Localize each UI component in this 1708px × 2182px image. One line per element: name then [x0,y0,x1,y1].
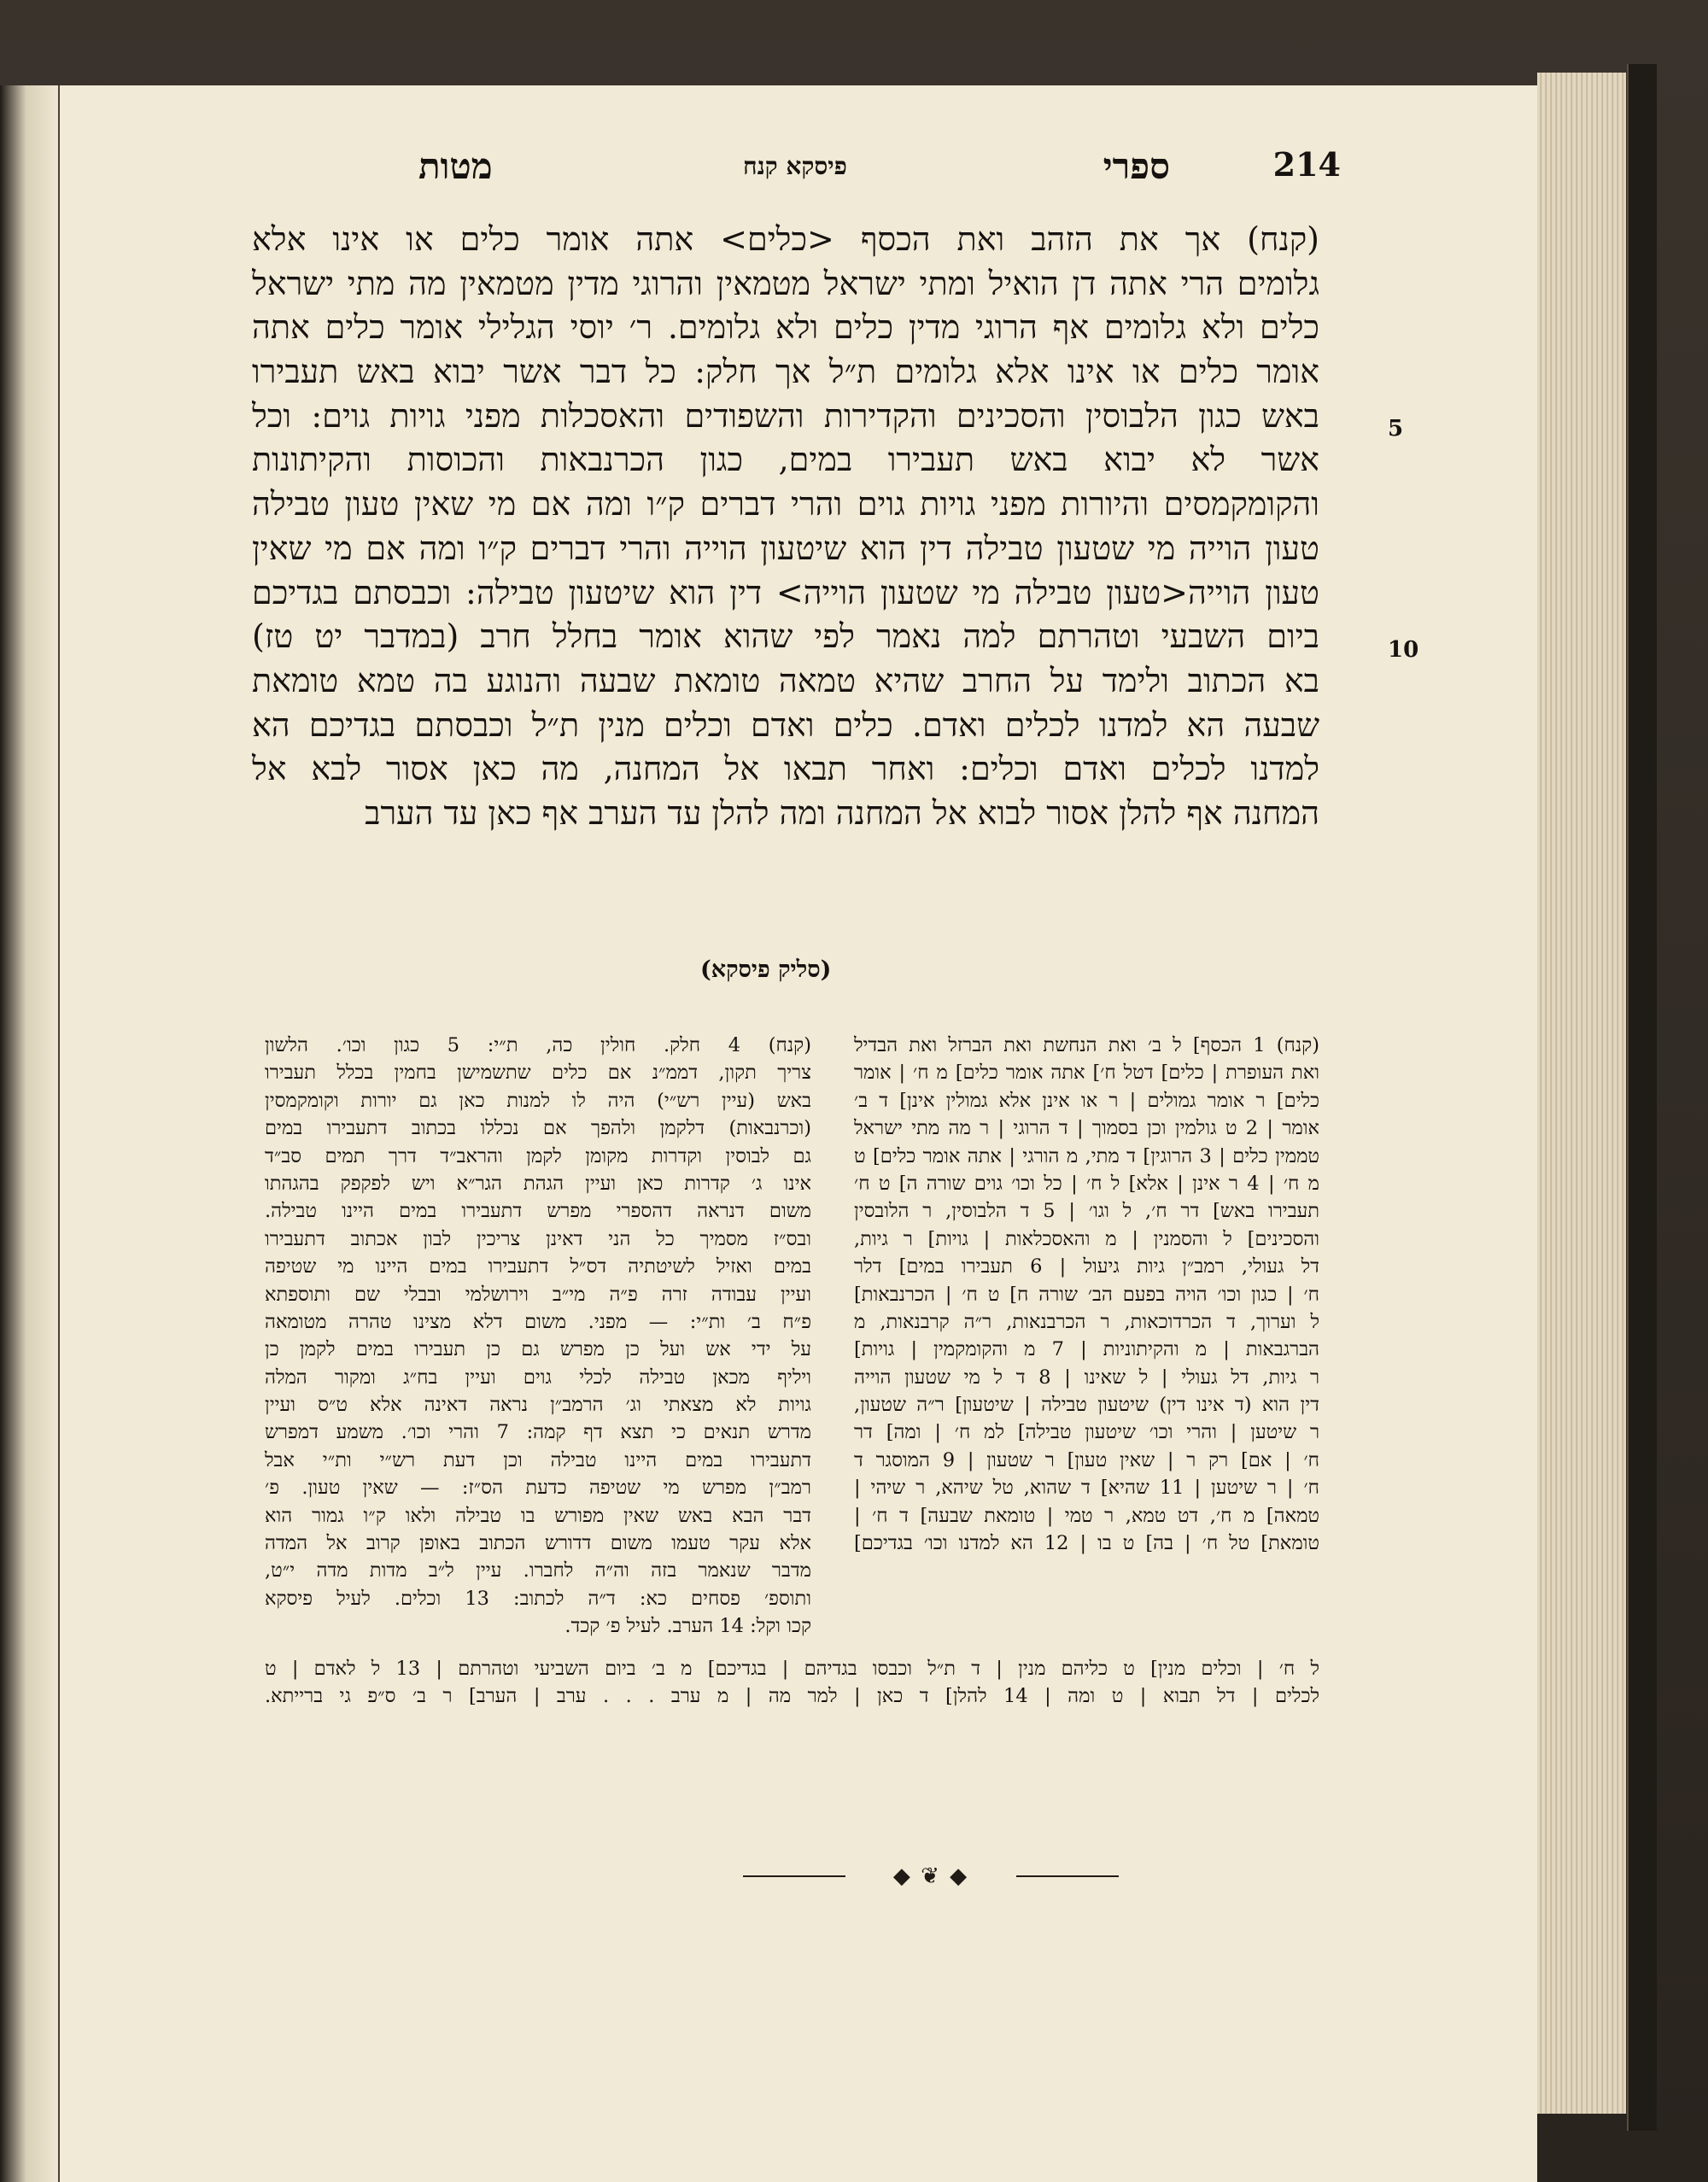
ornament-rule-right [1016,1875,1119,1877]
note-line: דתעבירו במים היינו טבילה וכן דעת רש״י ות״י אבל [265,1448,811,1471]
main-text-line: והקומקמסים והיורות מפני גויות גוים והרי דברים ק״ו ומה אם מי שאין טעון טבילה [252,485,1319,524]
note-line: ח׳ | כגון וכו׳ הויה בפעם הב׳ שורה ח] ט ח׳ | הכרנבאות] [854,1283,1319,1306]
note-line: ותוספ׳ פסחים כא: ד״ה לכתוב: 13 וכלים. לעיל פיסקא [265,1587,811,1610]
book-cover-edge [1627,64,1657,2131]
note-line: אלא עקר טעמו משום דדורש הכתוב באופן קרוב אל המדה [265,1532,811,1555]
note-line: דל געולי, רמב״ן גיות גיעול | 6 תעבירו במים] דלר [854,1255,1319,1278]
main-text-block [252,218,1319,836]
commentary-column [265,1032,811,1641]
note-line: ובס״ז מסמיך כל הני דאינן צריכין לבון אכתוב דתעבירו [265,1227,811,1250]
facing-page-edge [0,85,60,2182]
note-line: צריך תקון, דממ״נ אם כלים שתשמישן בחמין בכלל תעבירו [265,1062,811,1085]
main-text-line: למדנו לכלים ואדם וכלים: ואחר תבאו אל המחנה, מה כאן אסור לבא אל [252,750,1319,788]
note-line: ח׳ | ר שיטען | 11 שהיא] ד שהוא, טל שיהא, ר שיהי | [854,1477,1319,1500]
note-line: אומר | 2 ט גולמין וכן בסמוך | ד הרוגי | ר מה מתי ישראל [854,1117,1319,1140]
note-line: ל וערוך, ד הכרדוכאות, ר הכרבנאות, ר״ה קרבנאות, מ [854,1310,1319,1333]
main-text-line: אומר כלים או אינו אלא גלומים ת״ל אך חלק: כל דבר אשר יבוא באש תעבירו [252,353,1319,391]
book-title: ספרי [1103,145,1170,187]
ornament-rule-left [743,1875,845,1877]
note-line: ר גיות, דל געולי | ל שאינו | 8 ד ל מי שטעון הוייה [854,1366,1319,1389]
page-content [60,85,1537,2182]
note-line: גויות לא מצאתי וג׳ הרמב״ן נראה דאינה אלא ט״ס ועיין [265,1394,811,1417]
variant-readings-column [854,1032,1319,1557]
note-line: טממין כלים | 3 הרוגין] ד מתי, מ הורגי | אתה אומר כלים] ט [854,1144,1319,1167]
page-stack-edge [1537,73,1631,2114]
parasha-title: מטות [418,145,493,187]
note-line: משום דנראה דהספרי מפרש דתעבירו במים היינו טבילה. [265,1200,811,1223]
ornament-glyphs: ◆ ❦ ◆ [892,1863,969,1889]
note-line: כלים] ר אומר גמולים | ר או אינן אלא גמולין אינן] ד ב׳ [854,1089,1319,1112]
note-line: ח׳ | אם] רק ר | שאין טעון] ר שטעון | 9 המוסגר ד [854,1448,1319,1471]
note-line: ועיין עבודה זרה פ״ה מי״ב וירושלמי ובבלי שם ותוספתא [265,1283,811,1306]
note-line: מדרש תנאים כי תצא דף קמה: 7 והרי וכו׳. משמע דמפרש [265,1421,811,1444]
note-line: טמאה] מ ח׳, דט טמא, ר טמי | טומאת שבעה] ד ח׳ | [854,1504,1319,1527]
note-line: קכו וקל: 14 הערב. לעיל פ׳ קכד. [564,1615,811,1638]
line-number-marker: 10 [1388,637,1419,663]
note-line: טומאת] טל ח׳ | בה] ט בו | 12 הא למדנו וכו׳ בגדיכם] [854,1532,1319,1555]
page-number: 214 [1272,145,1341,184]
main-text-line: טעון הוייה מי שטעון טבילה דין הוא שיטעון הוייה והרי דברים ק״ו ומה אם מי שאין [252,529,1319,567]
variant-readings-continued [265,1655,1319,1711]
note-line: הברגבאות | מ והקיתוניות | 7 מ והקומקמין | גויות] [854,1338,1319,1361]
note-line: על ידי אש ועל כן מפרש גם כן תעבירו במים לקמן כן [265,1338,811,1361]
main-text-line: טעון הוייה<טעון טבילה מי שטעון הוייה> דין הוא שיטעון טבילה: וכבסתם בגדיכם [252,573,1319,611]
main-text-line: המחנה אף להלן אסור לבוא אל המחנה ומה להלן עד הערב אף כאן עד הערב [365,793,1319,832]
note-line: מדבר שנאמר בזה וה״ה לחברו. עיין ל״ב מדות מדה י״ט, [265,1559,811,1582]
section-title: פיסקא קנח [743,152,847,180]
note-line: ויליף מכאן טבילה לכלי גוים ועיין בח״ג ומקור המלה [265,1366,811,1389]
note-line: דין הוא (ד אינו דין) שיטעון טבילה | שיטעון] ר״ה שטעון, [854,1394,1319,1417]
note-line: ר שיטען | והרי וכו׳ שיטעון טבילה] למ ח׳ | ומה] דר [854,1421,1319,1444]
note-line: (קנח) 4 חלק. חולין כה, ת״י: 5 כגון וכו׳. הלשון [265,1034,811,1056]
main-text-line: בא הכתוב ולימד על החרב שהיא טמאה טומאת שבעה והנוגע בה טמא טומאת [252,661,1319,699]
note-line: ל ח׳ | וכלים מנין] ט כליהם מנין | ד ת״ל וכבסו בגדיהם | בגדיכם] מ ב׳ ביום השביעי וטהרתם | 13 ל לאדם | ט [265,1658,1319,1680]
note-line: לכלים | דל תבוא | ט ומה | 14 להלן] ד כאן | למר מה | מ ערב . . . ערב | הערב] ר ב׳ ס״פ גי ברייתא. [265,1685,1319,1708]
note-line: פ״ח ב׳ ות״י: — מפני. משום דלא מצינו טהרה מטומאה [265,1310,811,1333]
note-line: תעבירו באש] דר ח׳, ל וגו׳ | 5 ד הלבוסין, ר הלובסין [854,1200,1319,1223]
note-line: ואת העופרת | כלים] דטל ח׳] אתה אומר כלים] מ ח׳ | אומר [854,1062,1319,1085]
main-text-line: אשר לא יבוא באש תעבירו במים, כגון הכרנבאות והכוסות והקיתונות [252,441,1319,479]
note-line: (קנח) 1 הכסף] ל ב׳ ואת הנחשת ואת הברזל ואת הבדיל [854,1034,1319,1056]
end-ornament [743,1863,1119,1889]
main-text-line: כלים ולא גלומים אף הרוגי מדין כלים ולא גלומים. ר׳ יוסי הגלילי אומר כלים אתה [252,308,1319,347]
main-text-line: באש כגון הלבוסין והסכינים והקדירות והשפודים והאסכלות מפני גויות גוים: וכל [252,396,1319,435]
note-line: באש (עיין רש״י) היה לו למנות כאן גם יורות וקומקמסין [265,1089,811,1112]
main-text-line: גלומים הרי אתה דן הואיל ומתי ישראל מטמאין והרוגי מדין מטמאין מה מתי ישראל [252,264,1319,302]
line-number-marker: 5 [1388,416,1404,442]
note-line: והסכינים] ל והסמנין | מ והאסכלאות | גויות] ר גיות, [854,1227,1319,1250]
note-line: דבר הבא באש שאין מפורש בו טבילה ולאו ק״ו גמור הוא [265,1504,811,1527]
section-end-marker: (סליק פיסקא) [700,956,832,983]
note-line: במים ואזיל לשיטתיה דס״ל דתעבירו במים היינו מי שטיפה [265,1255,811,1278]
running-head [60,145,1537,196]
note-line: גם לבוסין וקדרות מקומן לקמן והראב״ד דרך תמים סב״ד [265,1144,811,1167]
note-line: רמב״ן מפרש מי שטיפה כדעת הס״ז: — שאין טעון. פ׳ [265,1477,811,1500]
main-text-line: שבעה הא למדנו לכלים ואדם. כלים ואדם וכלים מנין ת״ל וכבסתם בגדיכם הא [252,705,1319,744]
note-line: (וכרנבאות) דלקמן ולהפך אם נכללו בכתוב דתעבירו במים [265,1117,811,1140]
main-text-line: ביום השבעי וטהרתם למה נאמר לפי שהוא אומר בחלל חרב (במדבר יט טז) [252,617,1319,656]
note-line: אינו ג׳ קדרות כאן ועיין הגהת הגר״א ויש לפקפק בהגהתו [265,1172,811,1195]
main-text-line: (קנח) אך את הזהב ואת הכסף <כלים> אתה אומר כלים או אינו אלא [252,220,1319,258]
note-line: מ ח׳ | 4 ר אינן | אלא] ל ח׳ | כל וכו׳ גוים שורה ה] ט ח׳ [854,1172,1319,1195]
